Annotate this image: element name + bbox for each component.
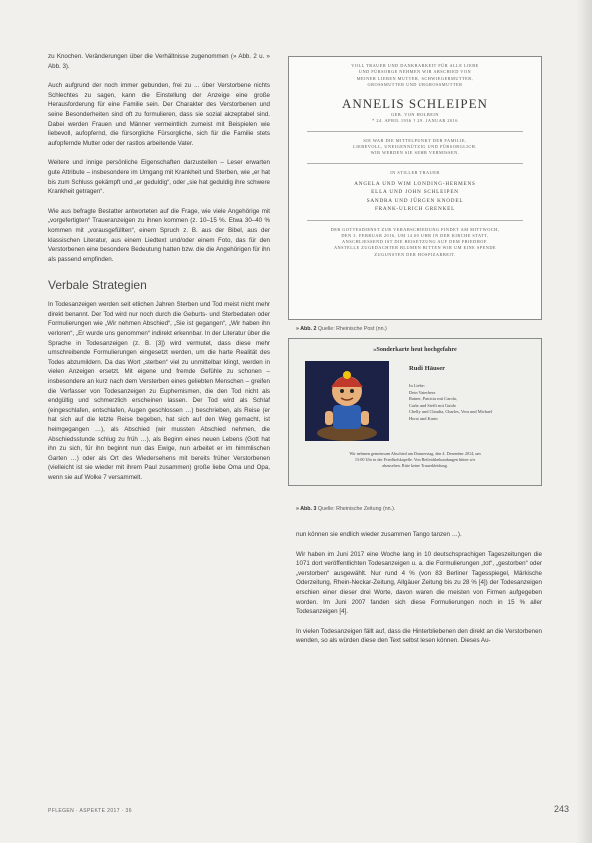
right-column bbox=[296, 530, 542, 656]
obit2-bottom-line: abzusehen. Bitte keine Trauerkleidung. bbox=[382, 463, 448, 469]
paragraph: In Todesanzeigen werden seit etlichen Jahren Sterben und Tod meist nicht mehr direkt benannt. Der Tod wird nur noch durch die Geburts- und Sterbedaten oder Formulierungen wie „Wir nehmen Abschied“, „Sie ist gegangen“, „Wir haben ihn verloren“, „Er wurde uns genommen“ indirekt erkennbar. In der Literatur über die Sprache in Todesanzeigen (z. B. [3]) wird vermutet, dass diese mehr umschreibende Formulierungen eingesetzt werden, um die harte Realität des Todes abzumildern. Da das Wort „sterben“ viel zu unmittelbar klingt, werden in vielen Anzeigen ersetzt. Mit eigene und fremde Gefühle zu schonen – insbesondere an kurz nach dem Versterben eines geliebten Menschen – greifen die Verfasser von Todesanzeigen zu Euphemismen, die den Tod nicht als endgültig und schmerzlich erscheinen lassen. Der Tod wird als Schlaf (eingeschlafen, entschlafen, Augen geschlossen …) beschrieben, als Reise (er hat sich auf die letzte Reise begeben, hat sich auf den Weg gemacht, ist heimgegangen …), als Abschied (wir mussten Abschied nehmen, die Abschiedsstunde schlug zu früh …), als Beginn eines neuen Lebens (Gott hat ihn zu sich, für ihn beginnt nun das Ewige, nun arbeitet er im himmlischen Garten …) oder als Ort des Wiedersehens mit bereits früher Verstorbenen (vielleicht ist sie wieder mit ihrem Paul zusammen) große liebe Oma und Opa, wenn sie auf Wolke 7 versammelt. bbox=[48, 301, 270, 481]
paragraph: Auch aufgrund der noch immer gebunden, frei zu ... über Verstorbene nichts Schlechtes zu sagen, kann die Einstellung der Anzeige eine große Herausforderung für eine Familie sein. Der Charakter des Verstorbenen und seine Besonderheiten sind oft zu formulieren, dass sie sozial akzeptabel sind. Dabei werden Frauen und Männer vermeintlich zumeist mit Beispielen wie liebevoll, aufopfernd, die fürsorgliche Fürsorgliche, sich für die Familie stets aufopfernde Mutter oder der rastlos arbeitende Vater. bbox=[48, 82, 270, 147]
obit2-line: Dein Vaterherz bbox=[409, 389, 436, 395]
obit-line: SIE WAR DIE MITTELPUNKT DER FAMILIE, bbox=[363, 137, 467, 143]
obit-line: MEINER LIEBEN MUTTER, SCHWIEGERMUTTER, bbox=[356, 75, 474, 81]
divider bbox=[307, 220, 523, 221]
obit-line: ANSCHLIESSEND IST DIE BEISETZUNG AUF DEM FRIEDHOF. bbox=[342, 239, 488, 245]
figure-caption-3 bbox=[296, 506, 395, 512]
caption-label: » Abb. 3 bbox=[296, 506, 317, 512]
obit2-line: Rainer, Patricia mit Carola, bbox=[409, 396, 457, 402]
cartoon-photo bbox=[305, 361, 389, 441]
left-column bbox=[48, 52, 270, 493]
obituary-rudi-haeuser bbox=[288, 338, 542, 486]
obit2-name: Rudi Häuser bbox=[409, 365, 446, 372]
obit2-line: Horst und Karin bbox=[409, 415, 438, 421]
cartoon-figure-icon bbox=[305, 361, 389, 441]
obit2-service-info bbox=[303, 451, 527, 470]
obit2-header: »Sonderkarte heut hochgefahre bbox=[373, 346, 457, 353]
obit2-bottom-line: Wir nehmen gemeinsam Abschied am Donnerstag, den 4. Dezember 2014, um bbox=[349, 451, 481, 456]
obit-family-line: ELLA UND JOHN SCHLEIPEN bbox=[371, 189, 459, 196]
obit2-line: Chelly und Claudia, Charles, Vera und Michael bbox=[409, 409, 493, 415]
obit2-line: In Liebe: bbox=[409, 383, 425, 388]
obit-line: LIEBEVOLL, UNEIGENNÜTZIG UND FÜRSORGLICH. bbox=[353, 144, 477, 150]
obit2-mourners bbox=[409, 383, 492, 423]
obit-line: ZUGUNSTEN DER HOSPIZARBEIT. bbox=[374, 251, 456, 257]
paragraph: Wie aus befragte Bestatter antworteten auf die Frage, wie viele Angehörige mit „vorgefertigten“ Traueranzeigen zu ihnen kommen (z. 10–15 %. Etwa 30–40 % kommen mit „vorausgefüllten“, einem Spruch z. B. aus der Bibel, aus der klassischen Literatur, aus einem Liedtext und/oder einem Foto, das für den Verstorbenen eine besondere Bedeutung hatten bzw. die die Angehörigen für ihn als passend empfinden. bbox=[48, 207, 270, 263]
journal-footer: PFLEGEN · ASPEKTE 2017 · 36 bbox=[48, 808, 132, 814]
page-edge-shadow bbox=[576, 0, 592, 843]
paragraph: zu Knochen. Veränderungen über die Verhältnisse zugenommen (» Abb. 2 u. » Abb. 3). bbox=[48, 53, 270, 70]
obit2-bottom-line: 15:00 Uhr in der Friedhofskapelle. Von Beileidsbekundungen bitten wir bbox=[354, 457, 476, 463]
section-heading: Verbale Strategien bbox=[48, 278, 147, 293]
obit-birth-name: GEB. VON HOLBEIN bbox=[391, 112, 439, 118]
page-number: 243 bbox=[554, 804, 570, 814]
figure-caption-2 bbox=[296, 326, 387, 332]
obit2-line: Carla und Steffi mit Guido bbox=[409, 402, 456, 408]
caption-text: Quelle: Rheinische Post (nn.) bbox=[316, 326, 387, 332]
obit-dates: * 24. APRIL 1936 † 29. JANUAR 2016 bbox=[372, 118, 458, 124]
divider bbox=[307, 163, 523, 164]
obit-line: WIR WERDEN SIE SEHR VERMISSEN. bbox=[370, 150, 460, 156]
obit-family-line: FRANK-ULRICH GRENKEL bbox=[374, 206, 456, 213]
obit-line: DEN 3. FEBRUAR 2016, UM 14.00 UHR IN DER KIRCHE STATT, bbox=[341, 232, 489, 238]
obit-line: DER GOTTESDIENST ZUR VERABSCHIEDUNG FINDET AM MITTWOCH, bbox=[330, 226, 500, 232]
obit-in-sorrow: IN STILLER TRAUER bbox=[390, 169, 440, 175]
paragraph: Wir haben im Juni 2017 eine Woche lang in 10 deutschsprachigen Tageszeitungen die 1071 dort veröffentlichten Todesanzeigen u. a. die Formulierungen „tot“, „gestorben“ oder „verstorben“ ausgewählt. Nur rund 4 % (von 83 Berliner Tagesspiegel, Märkische Oderzeitung, Rhein-Neckar-Zeitung, Allgäuer Zeitung bis zu 28 % [4]) der Todesanzeigen erschien einer dieser drei Worte, davon waren die meisten von Firmen aufgegeben worden. Im Juni 2007 fanden sich diese Formulierungen noch in 15 % aller Todesanzeigen [4]. bbox=[296, 550, 542, 616]
obit-line: VOLL TRAUER UND DANKBARKEIT FÜR ALLE LIEBE bbox=[351, 63, 479, 68]
obit-family-line: ANGELA UND WIM LONDING-HERMENS bbox=[354, 180, 476, 187]
paragraph: In vielen Todesanzeigen fällt auf, dass die Hinterbliebenen den direkt an die Verstorbenen wenden, so als würden diese den Text selbst lesen können. Dieses Au- bbox=[296, 627, 542, 645]
obituary-annelis-schleipen bbox=[288, 56, 542, 320]
paragraph: Weitere und innige persönliche Eigenschaften darzustellen – Leser erwarten gute Attribute – insbesondere im Umgang mit Krankheit und Sterben, wie „er hat bis zum Schluss gekämpft und „er geduldig“, oder „sie hat geduldig ihre schwere Krankheit getragen“. bbox=[48, 159, 270, 196]
caption-label: » Abb. 2 bbox=[296, 326, 317, 332]
obit-family-line: SANDRA UND JÜRGEN KNODEL bbox=[366, 197, 464, 204]
divider bbox=[307, 131, 523, 132]
caption-text: Quelle: Rheinische Zeitung (nn.). bbox=[316, 506, 396, 512]
obit-line: GROSSMUTTER UND URGROSSMUTTER bbox=[367, 81, 463, 87]
obit-name: ANNELIS SCHLEIPEN bbox=[342, 96, 488, 112]
obit-line: ANSTELLE ZUGEDACHTER BLUMEN BITTEN WIR UM EINE SPENDE bbox=[333, 245, 497, 251]
obit-line: UND FÜRSORGE NEHMEN WIR ABSCHIED VON bbox=[358, 69, 472, 75]
paragraph: nun können sie endlich wieder zusammen Tango tanzen …). bbox=[296, 531, 462, 538]
